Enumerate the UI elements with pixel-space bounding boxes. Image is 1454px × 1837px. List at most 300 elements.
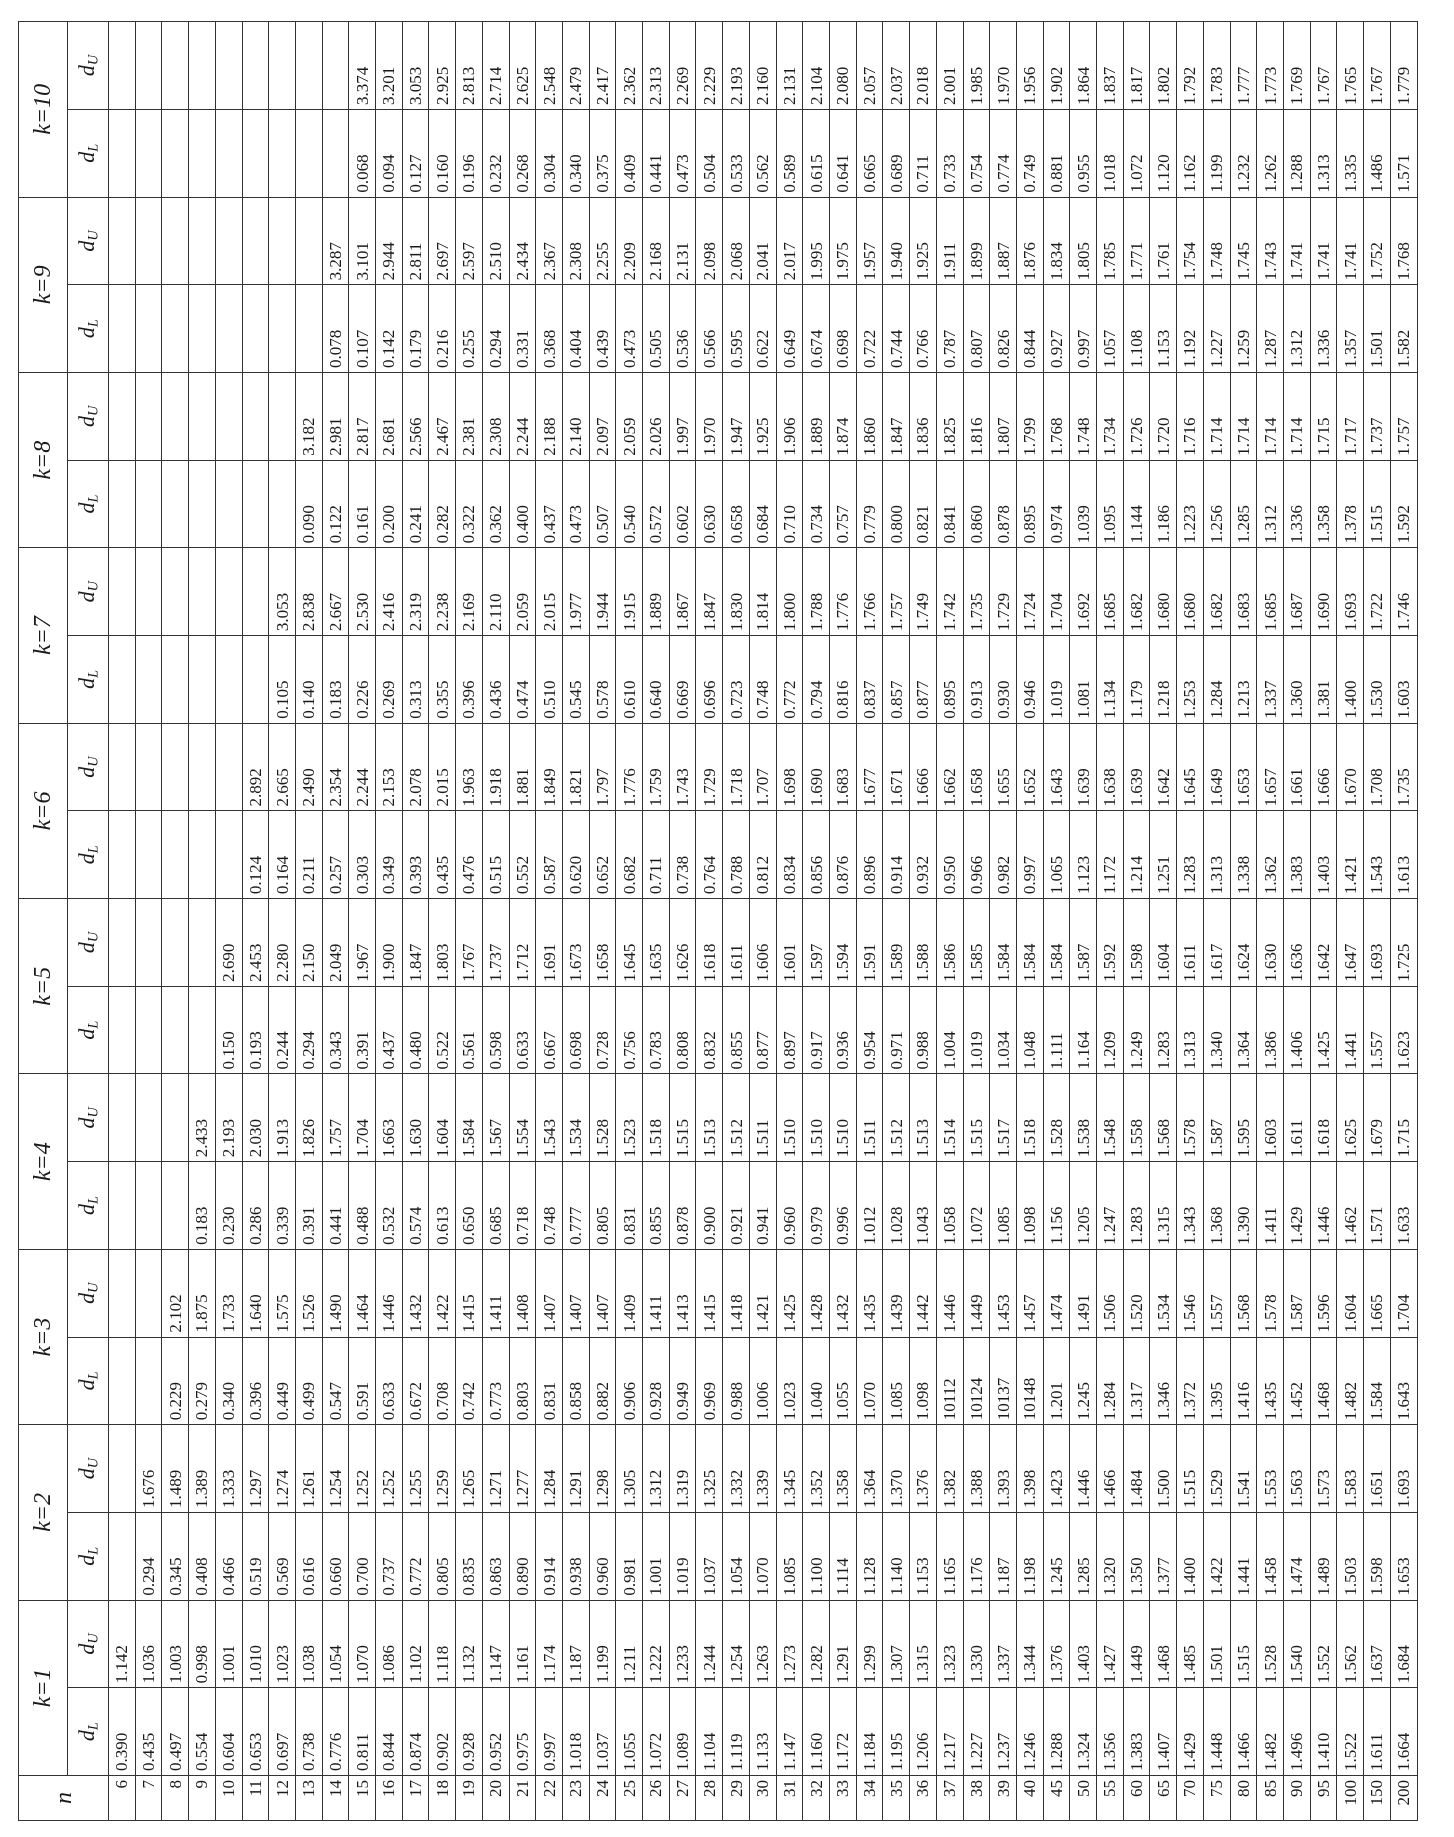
dl-cell: 1.198 xyxy=(1016,1512,1043,1600)
table-body xyxy=(109,22,1418,1821)
du-cell: 2.244 xyxy=(349,723,376,811)
n-cell: 37 xyxy=(936,1776,963,1821)
du-cell: 2.057 xyxy=(856,22,883,110)
du-cell: 1.647 xyxy=(1337,899,1364,987)
k-header: k=1 xyxy=(19,1600,68,1775)
dl-cell: 1.153 xyxy=(1150,285,1177,373)
dl-cell: 0.997 xyxy=(1070,285,1097,373)
du-cell: 1.299 xyxy=(856,1600,883,1688)
du-cell: 1.757 xyxy=(883,548,910,636)
du-cell: 1.670 xyxy=(1337,723,1364,811)
dl-cell: 1.018 xyxy=(1097,109,1124,197)
dl-cell xyxy=(295,109,322,197)
dl-cell: 1.429 xyxy=(1177,1688,1204,1776)
du-cell: 2.714 xyxy=(482,22,509,110)
du-cell: 1.742 xyxy=(936,548,963,636)
du-cell: 1.568 xyxy=(1150,1074,1177,1162)
dl-cell: 1.395 xyxy=(1203,1337,1230,1425)
dl-cell: 0.700 xyxy=(349,1512,376,1600)
k-header: k=10 xyxy=(19,22,68,198)
k-header: k=4 xyxy=(19,1074,68,1249)
du-cell: 2.925 xyxy=(429,22,456,110)
dl-cell: 0.473 xyxy=(669,109,696,197)
du-cell: 2.080 xyxy=(829,22,856,110)
dl-cell: 0.474 xyxy=(509,636,536,724)
n-cell: 14 xyxy=(322,1776,349,1821)
dl-cell: 0.613 xyxy=(429,1162,456,1250)
dl-cell: 0.981 xyxy=(616,1512,643,1600)
dl-cell: 0.142 xyxy=(376,285,403,373)
du-cell: 1.528 xyxy=(1043,1074,1070,1162)
n-cell: 8 xyxy=(162,1776,189,1821)
dl-cell: 0.658 xyxy=(723,460,750,548)
n-cell: 7 xyxy=(135,1776,162,1821)
dl-cell xyxy=(162,1162,189,1250)
dl-cell: 0.078 xyxy=(322,285,349,373)
d-symbol: d xyxy=(73,1379,99,1391)
du-cell: 1.745 xyxy=(1230,197,1257,285)
du-cell: 1.737 xyxy=(1364,373,1391,461)
dl-cell: 1.217 xyxy=(936,1688,963,1776)
dl-cell: 1.195 xyxy=(883,1688,910,1776)
dl-cell: 1.070 xyxy=(856,1337,883,1425)
dl-cell: 1.283 xyxy=(1150,986,1177,1074)
dl-cell: 0.507 xyxy=(589,460,616,548)
du-cell: 1.358 xyxy=(829,1425,856,1513)
dl-cell: 0.441 xyxy=(322,1162,349,1250)
du-header xyxy=(68,723,109,811)
dl-cell: 0.436 xyxy=(482,636,509,724)
du-cell: 1.548 xyxy=(1097,1074,1124,1162)
du-cell: 1.685 xyxy=(1257,548,1284,636)
du-cell: 1.663 xyxy=(376,1074,403,1162)
dl-cell: 0.536 xyxy=(669,285,696,373)
n-cell: 90 xyxy=(1283,1776,1310,1821)
dl-cell: 1.288 xyxy=(1043,1688,1070,1776)
du-cell: 2.098 xyxy=(696,197,723,285)
dl-cell: 1.156 xyxy=(1043,1162,1070,1250)
dl-cell: 0.723 xyxy=(723,636,750,724)
du-cell: 1.802 xyxy=(1150,22,1177,110)
du-cell: 1.874 xyxy=(829,373,856,461)
du-cell: 1.704 xyxy=(349,1074,376,1162)
dl-cell: 0.200 xyxy=(376,460,403,548)
dl-cell: 0.808 xyxy=(669,986,696,1074)
dl-cell xyxy=(189,986,216,1074)
dl-cell: 0.488 xyxy=(349,1162,376,1250)
dl-cell: 0.396 xyxy=(242,1337,269,1425)
du-cell: 2.313 xyxy=(643,22,670,110)
dL-subscript: L xyxy=(85,1371,102,1380)
n-cell: 31 xyxy=(776,1776,803,1821)
dU-subscript: U xyxy=(85,1457,102,1469)
du-cell: 1.722 xyxy=(1364,548,1391,636)
dl-cell: 0.522 xyxy=(429,986,456,1074)
dl-cell: 1.400 xyxy=(1177,1512,1204,1600)
du-cell: 1.726 xyxy=(1123,373,1150,461)
du-cell: 1.297 xyxy=(242,1425,269,1513)
du-cell: 1.388 xyxy=(963,1425,990,1513)
dl-cell xyxy=(135,1337,162,1425)
du-cell: 2.169 xyxy=(456,548,483,636)
du-cell: 2.381 xyxy=(456,373,483,461)
du-cell: 2.244 xyxy=(509,373,536,461)
dl-cell: 0.841 xyxy=(936,460,963,548)
du-cell: 1.638 xyxy=(1097,723,1124,811)
n-cell: 40 xyxy=(1016,1776,1043,1821)
du-cell: 1.717 xyxy=(1337,373,1364,461)
du-cell xyxy=(162,22,189,110)
du-cell: 1.860 xyxy=(856,373,883,461)
du-cell: 1.970 xyxy=(990,22,1017,110)
n-cell: 55 xyxy=(1097,1776,1124,1821)
dl-cell: 0.928 xyxy=(456,1688,483,1776)
dl-cell: 1.350 xyxy=(1123,1512,1150,1600)
du-cell: 2.255 xyxy=(589,197,616,285)
dl-cell: 0.952 xyxy=(482,1688,509,1776)
dl-cell: 0.917 xyxy=(803,986,830,1074)
dl-cell: 1.592 xyxy=(1390,460,1417,548)
dl-cell: 1.256 xyxy=(1203,460,1230,548)
dl-cell: 0.652 xyxy=(589,811,616,899)
dl-cell: 0.826 xyxy=(990,285,1017,373)
dl-cell: 1.448 xyxy=(1203,1688,1230,1776)
du-cell: 2.001 xyxy=(936,22,963,110)
dl-cell: 1.140 xyxy=(883,1512,910,1600)
dl-cell: 1.482 xyxy=(1257,1688,1284,1776)
dl-cell: 1.466 xyxy=(1230,1688,1257,1776)
du-cell: 1.432 xyxy=(829,1249,856,1337)
du-cell: 1.837 xyxy=(1097,22,1124,110)
du-cell: 1.714 xyxy=(1283,373,1310,461)
dl-cell: 0.497 xyxy=(162,1688,189,1776)
du-cell xyxy=(215,723,242,811)
du-cell: 1.489 xyxy=(162,1425,189,1513)
dl-cell: 0.269 xyxy=(376,636,403,724)
du-cell: 1.997 xyxy=(669,373,696,461)
n-cell: 80 xyxy=(1230,1776,1257,1821)
du-cell: 1.759 xyxy=(643,723,670,811)
n-cell: 19 xyxy=(456,1776,483,1821)
du-cell: 1.825 xyxy=(936,373,963,461)
dl-cell: 1.206 xyxy=(910,1688,937,1776)
dl-cell: 1.247 xyxy=(1097,1162,1124,1250)
dl-cell: 0.591 xyxy=(349,1337,376,1425)
du-cell: 1.449 xyxy=(1123,1600,1150,1688)
dl-cell: 0.390 xyxy=(109,1688,136,1776)
dl-cell: 1.285 xyxy=(1230,460,1257,548)
dl-cell: 1.055 xyxy=(616,1688,643,1776)
dl-cell: 0.449 xyxy=(269,1337,296,1425)
du-cell: 1.534 xyxy=(562,1074,589,1162)
dl-cell: 1.336 xyxy=(1283,460,1310,548)
du-cell: 1.757 xyxy=(322,1074,349,1162)
dl-cell xyxy=(162,109,189,197)
dU-subscript: U xyxy=(85,581,102,592)
dl-header xyxy=(68,1512,109,1600)
du-cell: 1.274 xyxy=(269,1425,296,1513)
table-row xyxy=(990,22,1017,1821)
du-cell: 1.748 xyxy=(1203,197,1230,285)
du-cell: 2.548 xyxy=(536,22,563,110)
dl-cell: 1.100 xyxy=(803,1512,830,1600)
dl-cell: 1.214 xyxy=(1123,811,1150,899)
du-cell xyxy=(162,197,189,285)
du-cell: 1.597 xyxy=(803,899,830,987)
table-row xyxy=(536,22,563,1821)
du-cell: 1.604 xyxy=(429,1074,456,1162)
dl-cell: 0.900 xyxy=(696,1162,723,1250)
dl-cell: 0.803 xyxy=(509,1337,536,1425)
du-cell xyxy=(322,22,349,110)
du-cell: 1.187 xyxy=(562,1600,589,1688)
du-cell: 1.222 xyxy=(643,1600,670,1688)
du-cell: 1.408 xyxy=(509,1249,536,1337)
du-cell: 1.768 xyxy=(1390,197,1417,285)
du-cell xyxy=(135,1249,162,1337)
du-cell: 1.255 xyxy=(402,1425,429,1513)
du-cell: 1.630 xyxy=(402,1074,429,1162)
du-cell: 1.720 xyxy=(1150,373,1177,461)
du-cell: 1.534 xyxy=(1150,1249,1177,1337)
du-cell: 1.683 xyxy=(829,723,856,811)
dl-cell: 1.313 xyxy=(1177,986,1204,1074)
du-cell: 1.679 xyxy=(1364,1074,1391,1162)
dl-cell: 0.294 xyxy=(135,1512,162,1600)
du-cell: 1.596 xyxy=(1310,1249,1337,1337)
dl-cell: 0.878 xyxy=(669,1162,696,1250)
dl-cell: 0.400 xyxy=(509,460,536,548)
table-row xyxy=(162,22,189,1821)
du-cell: 1.743 xyxy=(669,723,696,811)
du-cell: 1.944 xyxy=(589,548,616,636)
du-cell: 1.474 xyxy=(1043,1249,1070,1337)
dl-cell: 1.313 xyxy=(1203,811,1230,899)
du-cell: 1.254 xyxy=(322,1425,349,1513)
du-cell: 2.059 xyxy=(616,373,643,461)
du-cell xyxy=(215,22,242,110)
du-cell xyxy=(242,548,269,636)
du-cell xyxy=(162,1074,189,1162)
n-cell: 23 xyxy=(562,1776,589,1821)
dl-cell: 1.623 xyxy=(1390,986,1417,1074)
dl-cell: 0.122 xyxy=(322,460,349,548)
table-row xyxy=(215,22,242,1821)
dl-cell: 1.095 xyxy=(1097,460,1124,548)
dU-subscript: U xyxy=(85,405,102,417)
d-symbol: d xyxy=(73,591,99,603)
dl-cell: 1.144 xyxy=(1123,460,1150,548)
du-cell: 1.587 xyxy=(1070,899,1097,987)
table-row xyxy=(189,22,216,1821)
du-cell xyxy=(269,22,296,110)
du-cell: 1.307 xyxy=(883,1600,910,1688)
dl-cell: 10137 xyxy=(990,1337,1017,1425)
dl-cell: 1.085 xyxy=(990,1162,1017,1250)
du-cell: 1.086 xyxy=(376,1600,403,1688)
dl-cell: 1.023 xyxy=(776,1337,803,1425)
dl-cell: 1.283 xyxy=(1123,1162,1150,1250)
du-cell: 1.594 xyxy=(829,899,856,987)
du-cell: 1.485 xyxy=(1177,1600,1204,1688)
dl-cell: 0.216 xyxy=(429,285,456,373)
dl-cell: 0.955 xyxy=(1070,109,1097,197)
dl-cell: 0.831 xyxy=(536,1337,563,1425)
du-cell: 1.252 xyxy=(376,1425,403,1513)
dl-cell: 0.711 xyxy=(643,811,670,899)
du-cell xyxy=(162,548,189,636)
du-cell: 2.160 xyxy=(749,22,776,110)
dl-cell: 0.878 xyxy=(990,460,1017,548)
dl-cell: 1.603 xyxy=(1390,636,1417,724)
du-cell: 1.585 xyxy=(963,899,990,987)
table-row xyxy=(456,22,483,1821)
dl-cell: 1.114 xyxy=(829,1512,856,1600)
du-cell: 1.312 xyxy=(643,1425,670,1513)
k-header: k=7 xyxy=(19,548,68,723)
dl-cell: 1.403 xyxy=(1310,811,1337,899)
du-cell: 1.875 xyxy=(189,1249,216,1337)
du-cell: 1.767 xyxy=(1364,22,1391,110)
dl-cell: 0.742 xyxy=(456,1337,483,1425)
du-cell: 1.427 xyxy=(1097,1600,1124,1688)
dl-cell: 1.070 xyxy=(749,1512,776,1600)
du-cell: 1.676 xyxy=(135,1425,162,1513)
du-cell: 1.715 xyxy=(1310,373,1337,461)
du-cell: 1.754 xyxy=(1177,197,1204,285)
dl-cell: 0.938 xyxy=(562,1512,589,1600)
dl-cell: 0.179 xyxy=(402,285,429,373)
dl-cell: 1.320 xyxy=(1097,1512,1124,1600)
n-cell: 16 xyxy=(376,1776,403,1821)
dl-cell: 1.162 xyxy=(1177,109,1204,197)
du-cell: 1.466 xyxy=(1097,1425,1124,1513)
dl-cell: 0.877 xyxy=(749,986,776,1074)
dl-cell: 1.028 xyxy=(883,1162,910,1250)
du-cell: 2.041 xyxy=(749,197,776,285)
dl-cell: 0.409 xyxy=(616,109,643,197)
dL-subscript: L xyxy=(85,1020,102,1029)
du-cell: 1.501 xyxy=(1203,1600,1230,1688)
du-cell: 1.693 xyxy=(1337,548,1364,636)
du-cell: 1.899 xyxy=(963,197,990,285)
dl-cell: 0.733 xyxy=(936,109,963,197)
dl-cell: 1.285 xyxy=(1070,1512,1097,1600)
du-cell: 1.425 xyxy=(776,1249,803,1337)
dl-cell: 0.193 xyxy=(242,986,269,1074)
table-row xyxy=(1310,22,1337,1821)
rotated-page xyxy=(18,21,1418,1821)
dl-cell: 1.172 xyxy=(1097,811,1124,899)
du-cell: 1.510 xyxy=(803,1074,830,1162)
dl-cell: 1.653 xyxy=(1390,1512,1417,1600)
du-cell: 1.617 xyxy=(1203,899,1230,987)
dl-cell: 0.754 xyxy=(963,109,990,197)
du-cell: 1.277 xyxy=(509,1425,536,1513)
du-cell: 1.541 xyxy=(1230,1425,1257,1513)
dl-cell: 0.877 xyxy=(910,636,937,724)
dl-cell: 0.561 xyxy=(456,986,483,1074)
dl-cell: 0.641 xyxy=(829,109,856,197)
du-cell: 1.291 xyxy=(829,1600,856,1688)
dL-subscript: L xyxy=(85,669,102,678)
dl-cell: 0.975 xyxy=(509,1688,536,1776)
du-cell: 1.651 xyxy=(1364,1425,1391,1513)
du-cell: 1.511 xyxy=(856,1074,883,1162)
du-cell: 1.142 xyxy=(109,1600,136,1688)
du-cell: 1.618 xyxy=(696,899,723,987)
du-cell: 2.625 xyxy=(509,22,536,110)
dl-cell: 0.960 xyxy=(589,1512,616,1600)
du-cell xyxy=(295,197,322,285)
dl-cell: 1.283 xyxy=(1177,811,1204,899)
n-cell: 9 xyxy=(189,1776,216,1821)
dU-subscript: U xyxy=(85,54,102,66)
dl-cell: 1.362 xyxy=(1257,811,1284,899)
du-cell xyxy=(242,373,269,461)
dl-cell: 1.407 xyxy=(1150,1688,1177,1776)
dl-cell: 0.437 xyxy=(376,986,403,1074)
du-cell: 1.624 xyxy=(1230,899,1257,987)
du-cell: 2.510 xyxy=(482,197,509,285)
table-row xyxy=(1390,22,1417,1821)
table-row xyxy=(295,22,322,1821)
dl-cell xyxy=(189,811,216,899)
n-cell: 100 xyxy=(1337,1776,1364,1821)
dl-cell: 0.874 xyxy=(402,1688,429,1776)
k-header: k=9 xyxy=(19,197,68,372)
du-cell: 1.693 xyxy=(1390,1425,1417,1513)
du-cell: 1.611 xyxy=(1283,1074,1310,1162)
du-cell: 1.741 xyxy=(1310,197,1337,285)
dl-cell: 0.633 xyxy=(509,986,536,1074)
du-cell: 2.667 xyxy=(322,548,349,636)
dl-cell: 1.468 xyxy=(1310,1337,1337,1425)
dl-cell: 1.335 xyxy=(1337,109,1364,197)
du-cell: 1.653 xyxy=(1230,723,1257,811)
dl-cell: 1.245 xyxy=(1070,1337,1097,1425)
dl-cell: 0.863 xyxy=(482,1512,509,1600)
dl-cell: 1.253 xyxy=(1177,636,1204,724)
dl-cell xyxy=(109,1162,136,1250)
dl-cell: 0.620 xyxy=(562,811,589,899)
du-cell xyxy=(135,548,162,636)
du-cell: 1.010 xyxy=(242,1600,269,1688)
du-cell: 1.642 xyxy=(1150,723,1177,811)
dl-cell: 10112 xyxy=(936,1337,963,1425)
dl-cell: 0.921 xyxy=(723,1162,750,1250)
du-cell: 1.729 xyxy=(990,548,1017,636)
du-cell: 1.370 xyxy=(883,1425,910,1513)
dl-cell: 0.504 xyxy=(696,109,723,197)
dl-cell: 1.037 xyxy=(589,1688,616,1776)
dl-cell: 0.982 xyxy=(990,811,1017,899)
dl-cell xyxy=(109,1512,136,1600)
dl-cell: 0.669 xyxy=(669,636,696,724)
dl-cell: 0.107 xyxy=(349,285,376,373)
du-cell: 1.834 xyxy=(1043,197,1070,285)
du-cell: 1.382 xyxy=(936,1425,963,1513)
du-cell: 1.626 xyxy=(669,899,696,987)
dl-cell: 1.489 xyxy=(1310,1512,1337,1600)
du-cell: 1.712 xyxy=(509,899,536,987)
dl-cell: 0.124 xyxy=(242,811,269,899)
du-header xyxy=(68,22,109,110)
dl-cell: 0.090 xyxy=(295,460,322,548)
n-cell: 11 xyxy=(242,1776,269,1821)
du-cell: 1.769 xyxy=(1283,22,1310,110)
du-cell: 2.131 xyxy=(669,197,696,285)
